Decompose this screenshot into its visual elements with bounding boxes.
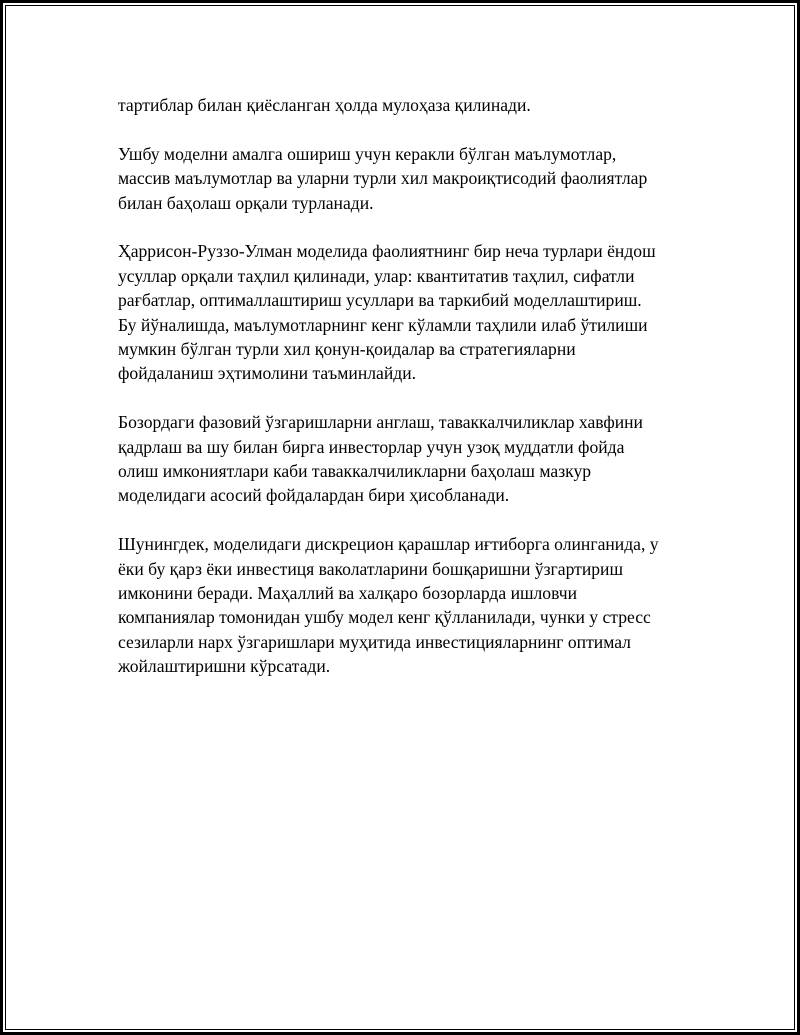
text-line: компаниялар томонидан ушбу модел кенг қўлланилади, чунки у стресс [118, 607, 651, 628]
text-line: ёки бу қарз ёки инвестиця ваколатларини бошқаришни ўзгартириш [118, 558, 623, 579]
text-line: Ҳаррисон-Руззо-Улман моделида фаолиятнинг бир неча турлари ёндош [118, 241, 656, 262]
text-line: мумкин бўлган турли хил қонун-қоидалар ва стратегияларни [118, 339, 576, 360]
paragraph-2 [118, 142, 698, 215]
text-line: қадрлаш ва шу билан бирга инвесторлар учун узоқ муддатли фойда [118, 436, 625, 457]
document-body [118, 93, 698, 703]
text-line: усуллар орқали таҳлил қилинади, улар: квантитатив таҳлил, сифатли [118, 265, 635, 286]
text-line: фойдаланиш эҳтимолини таъминлайди. [118, 363, 417, 384]
paragraph-4 [118, 410, 698, 508]
text-line: Бу йўналишда, маълумотларнинг кенг кўламли таҳлили илаб ўтилиши [118, 314, 648, 335]
text-line: Ушбу моделни амалга ошириш учун керакли бўлган маълумотлар, [118, 143, 617, 164]
text-line: олиш имкониятлари каби таваккалчиликларни баҳолаш мазкур [118, 461, 592, 482]
text-line: Бозордаги фазовий ўзгаришларни англаш, таваккалчиликлар хавфини [118, 412, 643, 433]
text-line: массив маълумотлар ва уларни турли хил макроиқтисодий фаолиятлар [118, 168, 648, 189]
paragraph-3 [118, 239, 698, 385]
text-line: Шунингдек, моделидаги дискрецион қарашлар иғтиборга олинганида, у [118, 534, 659, 555]
text-line: тартиблар билан қиёсланган ҳолда мулоҳаза қилинади. [118, 95, 531, 115]
paragraph-5 [118, 532, 698, 678]
text-line: сезиларли нарх ўзгаришлари муҳитида инвестицияларнинг оптимал [118, 631, 631, 652]
text-line: моделидаги асосий фойдалардан бири ҳисобланади. [118, 485, 510, 506]
text-line: билан баҳолаш орқали турланади. [118, 192, 374, 213]
text-line: имконини беради. Маҳаллий ва халқаро бозорларда ишловчи [118, 583, 578, 604]
text-line: жойлаштиришни кўрсатади. [118, 656, 331, 677]
paragraph-1 [118, 93, 698, 117]
text-line: рағбатлар, оптималлаштириш усуллари ва таркибий моделлаштириш. [118, 290, 642, 311]
